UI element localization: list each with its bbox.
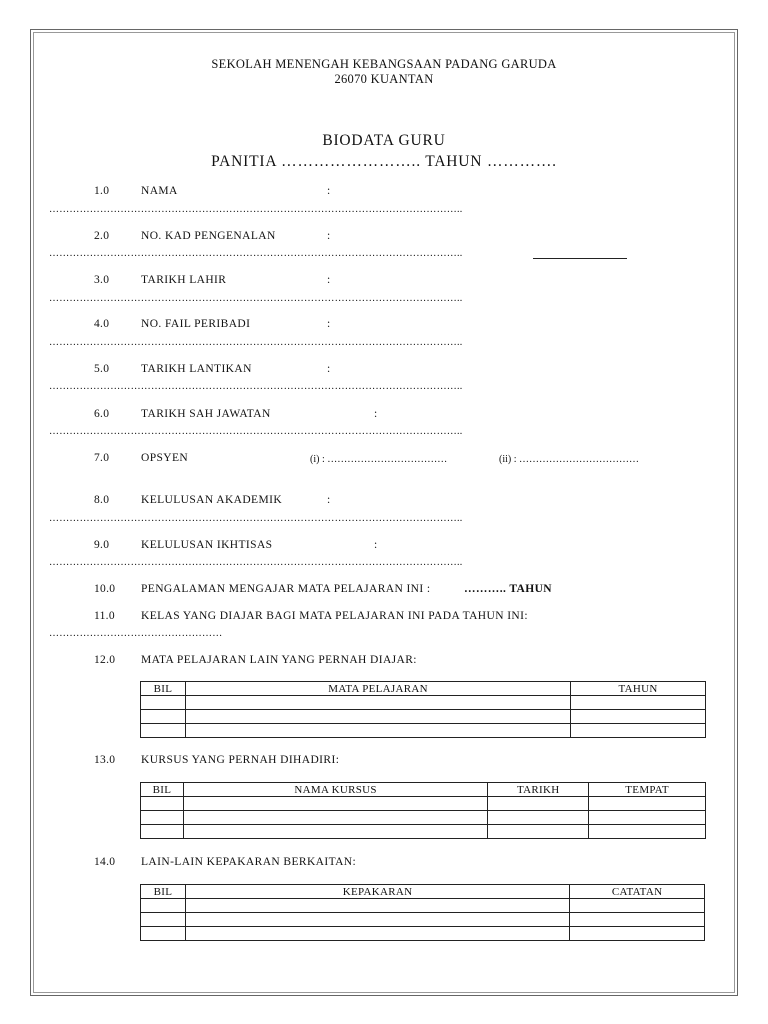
field-13-label: KURSUS YANG PERNAH DIHADIRI: <box>141 754 340 766</box>
field-2-label: NO. KAD PENGENALAN <box>141 230 276 242</box>
column-header-bil: BIL <box>141 885 186 899</box>
table-row <box>141 797 706 811</box>
field-13-number: 13.0 <box>94 754 116 766</box>
table-cell[interactable] <box>185 724 570 738</box>
table-cell[interactable] <box>570 899 705 913</box>
column-header-kepakaran: KEPAKARAN <box>185 885 569 899</box>
field-12-label: MATA PELAJARAN LAIN YANG PERNAH DIAJAR: <box>141 654 417 666</box>
table-cell[interactable] <box>183 825 487 839</box>
table-cell[interactable] <box>141 811 184 825</box>
table-cell[interactable] <box>185 927 569 941</box>
table-cell[interactable] <box>570 927 705 941</box>
field-2-dotline: ………………………………………………………………………………………………………….. <box>49 248 463 259</box>
field-6-colon: : <box>374 408 378 420</box>
table-14 <box>140 884 705 941</box>
table-13 <box>140 782 706 839</box>
table-cell[interactable] <box>141 797 184 811</box>
field-10-value: ……….. TAHUN <box>464 583 552 595</box>
school-name: SEKOLAH MENENGAH KEBANGSAAN PADANG GARUDA <box>211 57 557 71</box>
field-1-number: 1.0 <box>94 185 110 197</box>
field-5-number: 5.0 <box>94 363 110 375</box>
field-1-label: NAMA <box>141 185 178 197</box>
table-cell[interactable] <box>571 696 706 710</box>
field-3-colon: : <box>327 274 331 286</box>
table-cell[interactable] <box>141 710 186 724</box>
field-2-underline <box>533 258 627 259</box>
table-cell[interactable] <box>141 913 186 927</box>
field-1-dotline: ………………………………………………………………………………………………………….. <box>49 204 463 215</box>
table-cell[interactable] <box>488 797 589 811</box>
column-header-mata-pelajaran: MATA PELAJARAN <box>185 682 570 696</box>
table-row <box>141 696 706 710</box>
table-cell[interactable] <box>488 811 589 825</box>
table-row <box>141 899 705 913</box>
table-header-row <box>141 783 706 797</box>
table-row <box>141 913 705 927</box>
column-header-tahun: TAHUN <box>571 682 706 696</box>
field-8-label: KELULUSAN AKADEMIK <box>141 494 283 506</box>
field-8-colon: : <box>327 494 331 506</box>
field-1-colon: : <box>327 185 331 197</box>
table-row <box>141 927 705 941</box>
field-6-number: 6.0 <box>94 408 110 420</box>
table-cell[interactable] <box>488 825 589 839</box>
field-3-dotline: ………………………………………………………………………………………………………….. <box>49 293 463 304</box>
field-7-option-1: (i) : ……………………………… <box>310 454 448 465</box>
field-5-label: TARIKH LANTIKAN <box>141 363 252 375</box>
table-cell[interactable] <box>141 696 186 710</box>
field-4-label: NO. FAIL PERIBADI <box>141 318 251 330</box>
field-14-number: 14.0 <box>94 856 116 868</box>
table-row <box>141 724 706 738</box>
table-12 <box>140 681 706 738</box>
table-cell[interactable] <box>185 899 569 913</box>
table-row <box>141 811 706 825</box>
table-header-row <box>141 682 706 696</box>
field-6-dotline: ………………………………………………………………………………………………………….. <box>49 426 463 437</box>
field-10-label: PENGALAMAN MENGAJAR MATA PELAJARAN INI : <box>141 583 431 595</box>
field-3-number: 3.0 <box>94 274 110 286</box>
field-9-label: KELULUSAN IKHTISAS <box>141 539 273 551</box>
field-9-colon: : <box>374 539 378 551</box>
table-cell[interactable] <box>589 797 706 811</box>
field-7-label: OPSYEN <box>141 452 189 464</box>
table-cell[interactable] <box>141 927 186 941</box>
field-2-colon: : <box>327 230 331 242</box>
column-header-bil: BIL <box>141 783 184 797</box>
field-8-number: 8.0 <box>94 494 110 506</box>
field-4-number: 4.0 <box>94 318 110 330</box>
field-6-label: TARIKH SAH JAWATAN <box>141 408 271 420</box>
field-2-number: 2.0 <box>94 230 110 242</box>
table-cell[interactable] <box>571 710 706 724</box>
field-10-number: 10.0 <box>94 583 116 595</box>
table-cell[interactable] <box>185 913 569 927</box>
table-cell[interactable] <box>141 825 184 839</box>
table-header-row <box>141 885 705 899</box>
field-11-dotline: …………………………………………… <box>49 628 223 639</box>
column-header-tempat: TEMPAT <box>589 783 706 797</box>
table-cell[interactable] <box>185 696 570 710</box>
table-cell[interactable] <box>141 899 186 913</box>
table-cell[interactable] <box>589 811 706 825</box>
field-8-dotline: ………………………………………………………………………………………………………….. <box>49 513 463 524</box>
field-9-number: 9.0 <box>94 539 110 551</box>
table-cell[interactable] <box>589 825 706 839</box>
field-14-label: LAIN-LAIN KEPAKARAN BERKAITAN: <box>141 856 357 868</box>
table-cell[interactable] <box>183 797 487 811</box>
column-header-nama-kursus: NAMA KURSUS <box>183 783 487 797</box>
table-cell[interactable] <box>570 913 705 927</box>
field-4-dotline: ………………………………………………………………………………………………………….. <box>49 337 463 348</box>
field-7-number: 7.0 <box>94 452 110 464</box>
table-cell[interactable] <box>141 724 186 738</box>
field-9-dotline: ………………………………………………………………………………………………………….. <box>49 557 463 568</box>
column-header-tarikh: TARIKH <box>488 783 589 797</box>
table-cell[interactable] <box>185 710 570 724</box>
table-cell[interactable] <box>183 811 487 825</box>
field-11-label: KELAS YANG DIAJAR BAGI MATA PELAJARAN INI PADA TAHUN INI: <box>141 610 528 622</box>
table-cell[interactable] <box>571 724 706 738</box>
field-3-label: TARIKH LAHIR <box>141 274 227 286</box>
column-header-bil: BIL <box>141 682 186 696</box>
school-address: 26070 KUANTAN <box>334 72 434 86</box>
page-title: BIODATA GURU <box>322 132 446 149</box>
field-5-dotline: ………………………………………………………………………………………………………….. <box>49 381 463 392</box>
field-5-colon: : <box>327 363 331 375</box>
column-header-catatan: CATATAN <box>570 885 705 899</box>
field-11-number: 11.0 <box>94 610 115 622</box>
table-row <box>141 710 706 724</box>
field-4-colon: : <box>327 318 331 330</box>
field-12-number: 12.0 <box>94 654 116 666</box>
field-7-option-2: (ii) : ……………………………… <box>499 454 639 465</box>
table-row <box>141 825 706 839</box>
page-subtitle: PANITIA …………………….. TAHUN …………. <box>211 153 557 170</box>
